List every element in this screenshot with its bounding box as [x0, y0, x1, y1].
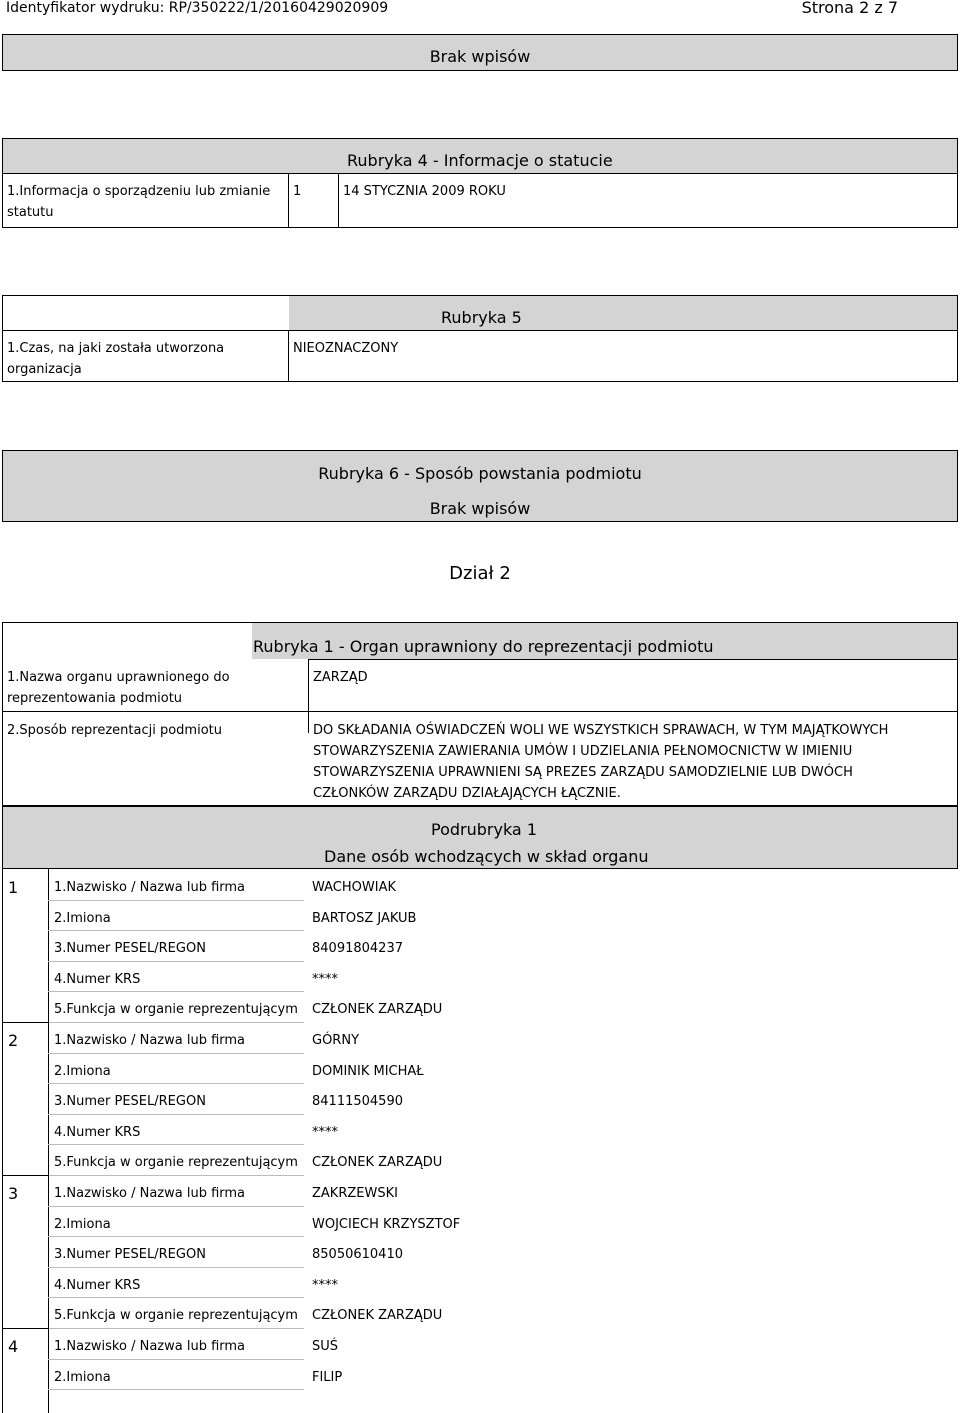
field-label: 1.Nazwisko / Nazwa lub firma [54, 880, 246, 895]
podrubryka-subtitle: Dane osób wchodzących w skład organu [324, 847, 649, 866]
field-label: 3.Numer PESEL/REGON [54, 1094, 206, 1110]
persons-table [0, 869, 960, 1413]
field-value: **** [312, 1277, 338, 1293]
rubryka6-section [2, 450, 958, 522]
rubryka5-value: NIEOZNACZONY [293, 341, 399, 356]
field-value: 84111504590 [312, 1094, 403, 1110]
field-label: 4.Numer KRS [54, 1277, 141, 1293]
empty-entries-text: Brak wpisów [429, 47, 531, 66]
field-label: 1.Nazwisko / Nazwa lub firma [54, 1339, 246, 1354]
field-value: **** [312, 1124, 338, 1140]
field-label: 5.Funkcja w organie reprezentującym [54, 1308, 298, 1324]
rubryka1-row1-label: 1.Nazwa organu uprawnionego do reprezentowania podmiotu [7, 670, 230, 706]
page-number: Strona 2 z 7 [801, 0, 898, 17]
field-label: 2.Imiona [54, 1369, 111, 1385]
field-value: BARTOSZ JAKUB [312, 910, 417, 926]
field-label: 1.Nazwisko / Nazwa lub firma [54, 1033, 246, 1048]
rubryka5-section [2, 295, 958, 382]
dzial-title: Dział 2 [449, 563, 511, 584]
person-number: 2 [8, 1031, 19, 1050]
field-label: 3.Numer PESEL/REGON [54, 941, 206, 957]
rubryka6-text: Brak wpisów [429, 499, 531, 518]
field-label: 4.Numer KRS [54, 1124, 141, 1140]
rubryka1-section [2, 622, 958, 806]
rubryka5-label: 1.Czas, na jaki została utworzona organizacja [7, 341, 225, 377]
rubryka4-value: 14 STYCZNIA 2009 ROKU [343, 184, 506, 199]
field-value: WACHOWIAK [312, 880, 396, 895]
rubryka4-num: 1 [293, 184, 302, 199]
field-label: 3.Numer PESEL/REGON [54, 1247, 206, 1263]
rubryka4-label: 1.Informacja o sporządzeniu lub zmianie statutu [7, 184, 271, 220]
podrubryka-title: Podrubryka 1 [431, 820, 537, 839]
rubryka6-title: Rubryka 6 - Sposób powstania podmiotu [318, 464, 642, 483]
field-label: 5.Funkcja w organie reprezentującym [54, 1002, 298, 1018]
rubryka1-row2-value: DO SKŁADANIA OŚWIADCZEŃ WOLI WE WSZYSTKICH SPRAWACH, W TYM MAJĄTKOWYCH STOWARZYSZENIA ZAWIERANIA UMÓW I UDZIELANIA PEŁNOMOCNICTW W IMIENIU STOWARZYSZENIA UPRAWNIENI SĄ PREZES ZARZĄDU SAMODZIELNIE LUB DWÓCH CZŁONKÓW ZARZĄDU DZIAŁAJĄCYCH ŁĄCZNIE. [313, 723, 889, 801]
field-value: FILIP [312, 1369, 343, 1385]
person-number: 1 [8, 878, 19, 897]
field-value: DOMINIK MICHAŁ [312, 1063, 424, 1079]
person-number: 3 [8, 1184, 19, 1203]
field-value: 85050610410 [312, 1247, 403, 1263]
field-value: CZŁONEK ZARZĄDU [312, 1308, 443, 1324]
rubryka1-row2-label: 2.Sposób reprezentacji podmiotu [7, 723, 222, 738]
field-label: 2.Imiona [54, 910, 111, 926]
field-value: CZŁONEK ZARZĄDU [312, 1155, 443, 1171]
podrubryka-header [2, 806, 958, 869]
empty-entries-box [2, 34, 958, 71]
rubryka5-title: Rubryka 5 [441, 308, 522, 327]
field-label: 2.Imiona [54, 1063, 111, 1079]
field-label: 4.Numer KRS [54, 971, 141, 987]
person-number: 4 [8, 1337, 19, 1356]
field-label: 2.Imiona [54, 1216, 111, 1232]
rubryka4-title: Rubryka 4 - Informacje o statucie [347, 151, 613, 170]
print-identifier: Identyfikator wydruku: RP/350222/1/20160429020909 [6, 0, 389, 16]
field-value: ZAKRZEWSKI [312, 1186, 398, 1201]
field-value: CZŁONEK ZARZĄDU [312, 1002, 443, 1018]
field-value: **** [312, 971, 338, 987]
field-value: SUŚ [312, 1339, 339, 1354]
rubryka4-section [2, 138, 958, 228]
field-value: GÓRNY [312, 1033, 360, 1048]
rubryka1-title: Rubryka 1 - Organ uprawniony do reprezentacji podmiotu [253, 637, 714, 656]
field-label: 5.Funkcja w organie reprezentującym [54, 1155, 298, 1171]
field-value: 84091804237 [312, 941, 403, 957]
rubryka1-row1-value: ZARZĄD [313, 670, 368, 685]
field-label: 1.Nazwisko / Nazwa lub firma [54, 1186, 246, 1201]
field-value: WOJCIECH KRZYSZTOF [312, 1216, 461, 1232]
